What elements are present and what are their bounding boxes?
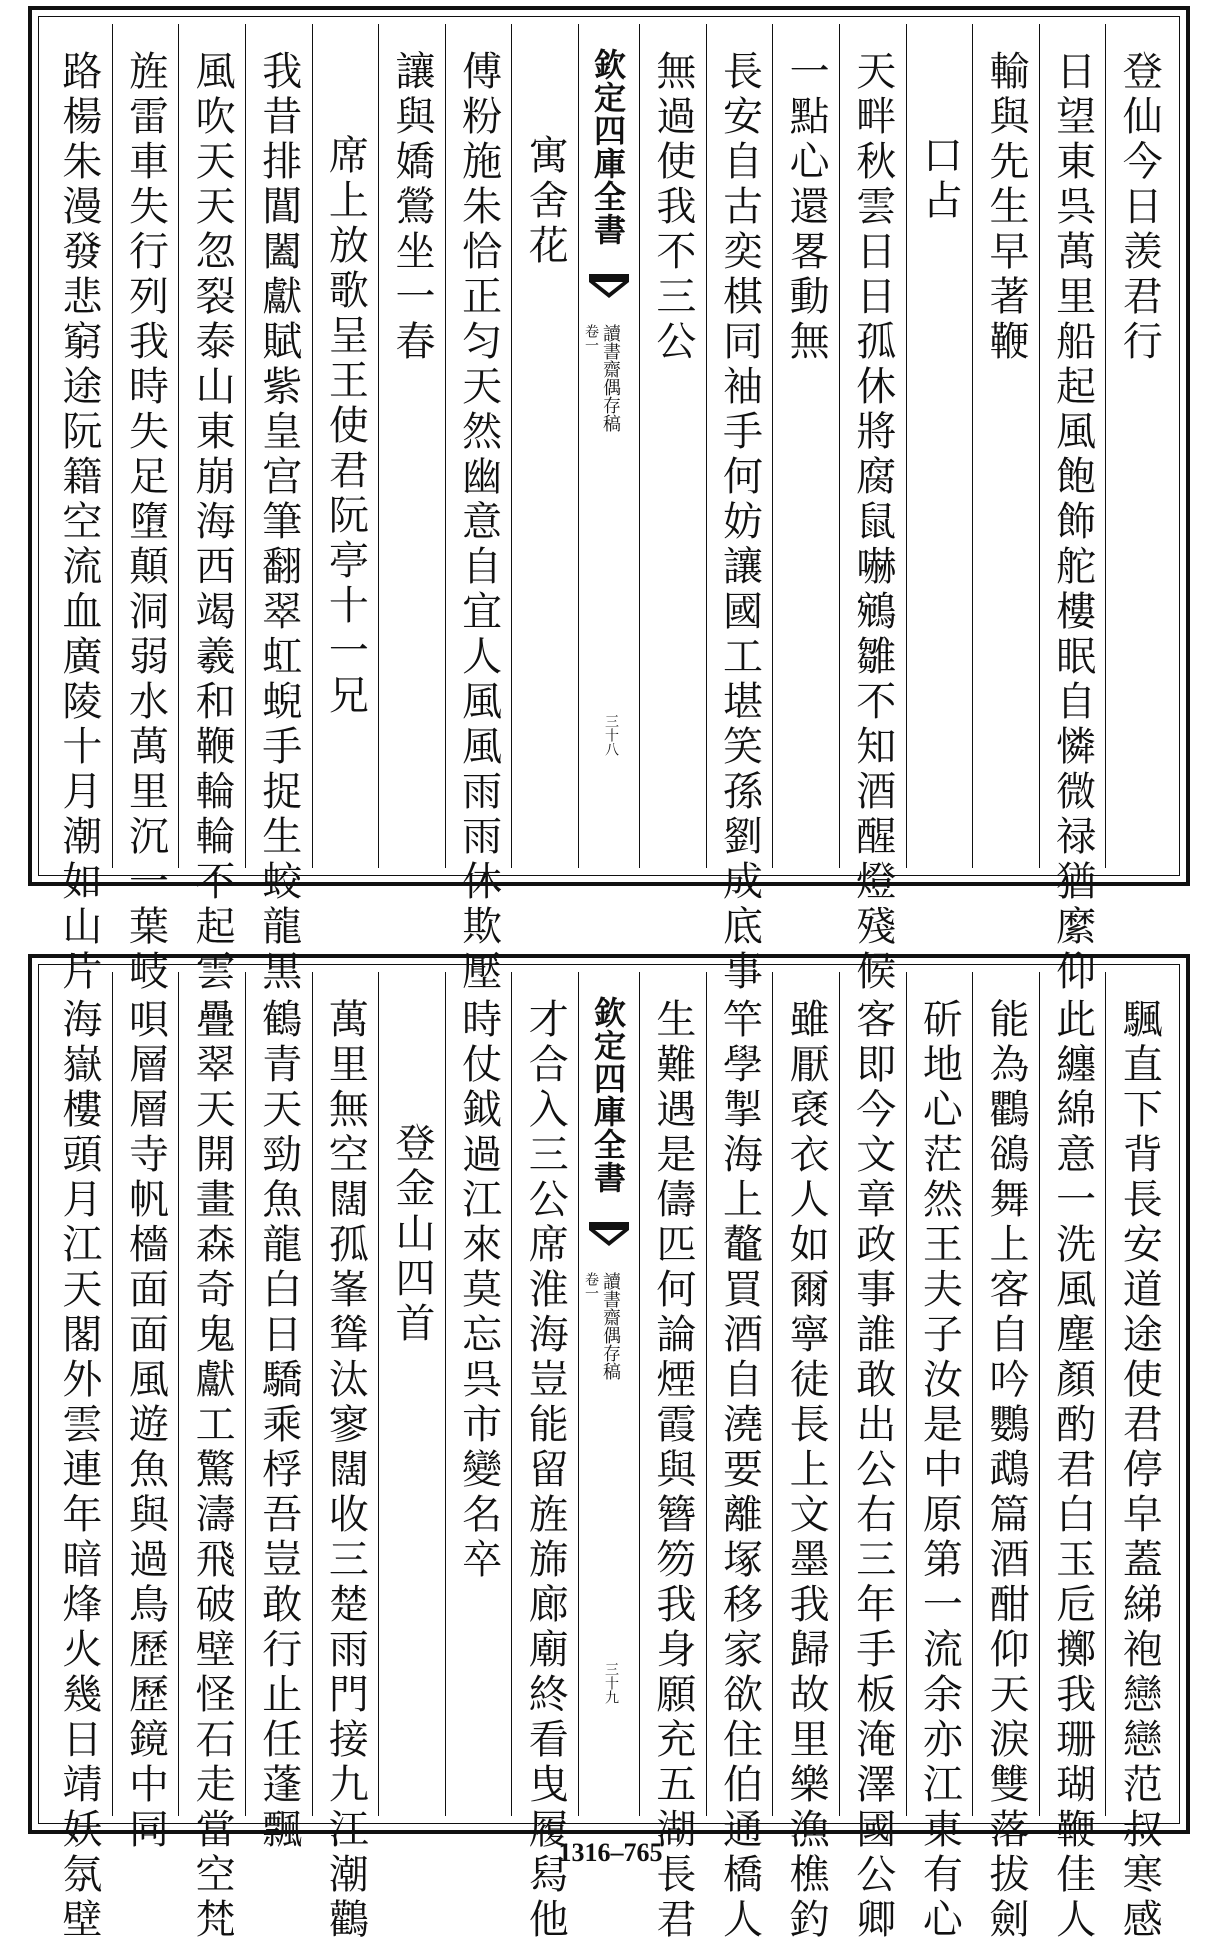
text-column: 輸與先生早著鞭: [972, 24, 1039, 868]
poem-title-column: 席上放歌呈王使君阮亭十一兄: [312, 24, 379, 868]
running-title: 欽定四庫全書: [589, 996, 627, 1194]
center-fold: [578, 972, 639, 1816]
top-columns: [46, 24, 1172, 995]
running-title: 欽定四庫全書: [589, 48, 627, 246]
text-column: 旌雷車失行列我時失足墮顛洞弱水萬里沉一葉岐: [112, 24, 179, 868]
fish-tail-mark-icon: [589, 274, 629, 304]
juan-number: 卷一: [583, 1272, 599, 1300]
text-column: 疊翠天開畫森奇鬼獻工驚濤飛破壁怪石走當空梵: [178, 972, 245, 1816]
poem-title-column: 登金山四首: [378, 972, 445, 1816]
juan-number: 卷一: [583, 324, 599, 352]
page-number-footer: 1316–765: [558, 1838, 663, 1867]
book-title: 讀書齋偶存稿: [600, 324, 621, 432]
text-column: 才合入三公席淮海豈能留旌旆廊廟終看曳履舄他: [511, 972, 578, 1816]
text-column: 登仙今日羡君行: [1105, 24, 1172, 868]
center-fold: [578, 24, 639, 868]
poem-title-column: 寓舍花: [511, 24, 578, 868]
poem-title-column: 口占: [906, 24, 973, 868]
book-title: 讀書齋偶存稿: [600, 1272, 621, 1380]
text-column: 傅粉施朱恰正匀天然幽意自宜人風風雨雨休欺壓: [445, 24, 512, 868]
text-column: 生難遇是儔匹何論煙霞與簪笏我身願充五湖長君: [639, 972, 706, 1816]
text-column: 時仗鉞過江來莫忘呉市變名卒: [445, 972, 512, 1816]
text-column: 海嶽樓頭月江天閣外雲連年暗烽火幾日靖妖氛壁: [55, 998, 102, 1943]
leaf-number: 三十八: [603, 714, 619, 756]
text-column: 天畔秋雲日日孤休將腐鼠嚇鵷雛不知酒醒燈殘候: [839, 24, 906, 868]
text-column: 無過使我不三公: [639, 24, 706, 868]
text-column: 路楊朱漫發悲窮途阮籍空流血廣陵十月潮如山片: [55, 50, 102, 995]
text-column: 客即今文章政事誰敢出公右三年手板淹澤國公卿: [839, 972, 906, 1816]
text-column: 竿學掣海上鼇買酒自澆要離塚移家欲住伯通橋人: [706, 972, 773, 1816]
text-column: 能為鸜鵒舞上客自吟鸚鵡篇酒酣仰天淚雙落拔劍: [972, 972, 1039, 1816]
text-column: 一點心還畧動無: [772, 24, 839, 868]
text-column: 風吹天天忽裂泰山東崩海西竭羲和鞭輪輪不起雲: [178, 24, 245, 868]
text-column: 鶴青天勁魚龍白日驕乘桴吾豈敢行止任蓬飄: [245, 972, 312, 1816]
fish-tail-mark-icon: [589, 1222, 629, 1252]
text-column: 萬里無空闊孤峯聳汰寥闊收三楚雨門接九江潮鸛: [312, 972, 379, 1816]
text-column: 日望東呉萬里船起風飽飾舵樓眠自憐微禄猶縻仰: [1039, 24, 1106, 868]
text-column: 此纏綿意一洗風塵顏酌君白玉卮擲我珊瑚鞭佳人: [1039, 972, 1106, 1816]
text-column: 我昔排閶闔獻賦紫皇宫筆翻翠虹蜺手捉生蛟龍黒: [245, 24, 312, 868]
text-column: 斫地心茫然王夫子汝是中原第一流余亦江東有心: [906, 972, 973, 1816]
leaf-number: 三十九: [603, 1662, 619, 1704]
text-column: 長安自古奕棋同袖手何妨讓國工堪笑孫劉成底事: [706, 24, 773, 868]
top-page: [28, 6, 1190, 995]
text-column: 雖厭褎衣人如爾寧徒長上文墨我歸故里樂漁樵釣: [772, 972, 839, 1816]
text-column: 讓與嬌鶯坐一春: [378, 24, 445, 868]
text-column: 唄層層寺帆檣面面風遊魚與過鳥歷歷鏡中同: [112, 972, 179, 1816]
text-column: 颿直下背長安道途使君停皁蓋綈袍戀戀范叔寒感: [1105, 972, 1172, 1816]
